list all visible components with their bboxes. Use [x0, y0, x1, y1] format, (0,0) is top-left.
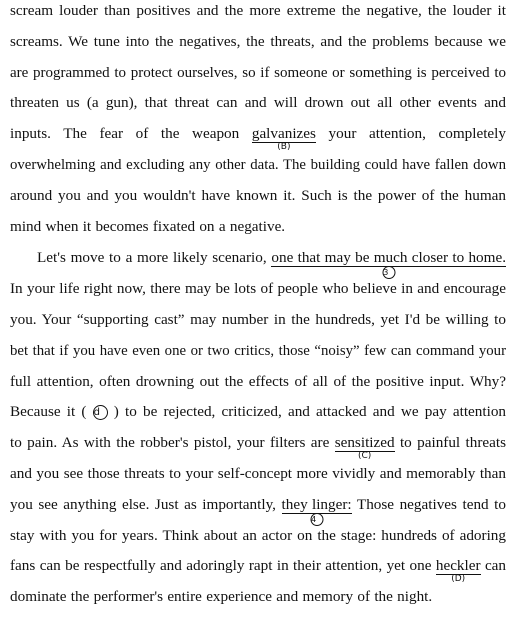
text-line	[10, 587, 506, 618]
text: around you and you wouldn't have known it. Such is the power of the human	[10, 186, 506, 204]
text-line	[10, 433, 506, 464]
underlined-word-b	[251, 125, 316, 153]
text: Those negatives tend to	[356, 495, 506, 513]
text: are programmed to protect ourselves, so if someone or something is perceived to	[10, 64, 506, 81]
text-line	[10, 124, 506, 155]
text-line	[10, 526, 506, 557]
text: stay with you for years. Think about an actor on the stage: hundreds of adoring	[10, 526, 506, 544]
text-line	[10, 402, 506, 433]
text-line	[10, 310, 506, 341]
text-line	[10, 155, 506, 186]
text: dominate the performer's entire experience and memory of the night.	[10, 588, 433, 606]
underlined-text: galvanizes	[251, 125, 316, 143]
underlined-word-c	[334, 434, 395, 462]
marker-3: 3	[382, 266, 395, 279]
text-line	[10, 495, 506, 526]
text: threaten us (a gun), that threat can and will drown out all other events and	[10, 94, 506, 112]
text: inputs. The fear of the weapon	[10, 125, 240, 143]
text: mind when it becomes fixated on a negative.	[10, 217, 286, 235]
text: your attention, completely	[328, 125, 506, 143]
text-line	[10, 32, 506, 63]
text-line	[10, 217, 506, 248]
marker-c: (C)	[357, 451, 372, 462]
marker-b: (B)	[277, 142, 291, 153]
text: you see anything else. Just as importantly,	[10, 495, 276, 513]
text-line	[10, 556, 506, 587]
text-line	[10, 279, 506, 310]
text-line	[10, 1, 506, 32]
text: In your life right now, there may be lots of people who believe in and encourage	[10, 280, 506, 298]
text: overwhelming and excluding any other data. The building could have fallen down	[10, 156, 506, 173]
text: bet that if you have even one or two critics, those “noisy” few can command your	[10, 342, 506, 359]
text-line	[10, 93, 506, 124]
text: to painful threats	[399, 434, 507, 452]
passage	[10, 1, 506, 618]
text: scream louder than positives and the more extreme the negative, the louder it	[10, 2, 506, 19]
text-line	[10, 186, 506, 217]
text-line	[10, 63, 506, 94]
underlined-phrase-3	[271, 249, 506, 278]
text: fans can be respectfully and adoringly rapt in their attention, yet one	[10, 557, 432, 575]
text-line	[10, 248, 506, 279]
text: Let's move to a more likely scenario,	[37, 249, 267, 267]
underlined-text: sensitized	[334, 434, 395, 452]
text: ) to be rejected, criticized, and attacked and we pay attention	[113, 403, 507, 421]
text: full attention, often drowning out the effects of all of the positive input. Why?	[10, 372, 506, 390]
underlined-text: one that may be much closer to home.	[271, 249, 506, 267]
marker-4: 4	[310, 513, 323, 526]
text: Because it (	[10, 403, 87, 421]
underlined-text: they linger:	[281, 495, 352, 513]
underlined-word-d	[435, 557, 481, 585]
marker-d: (D)	[451, 574, 466, 585]
text-line	[10, 372, 506, 403]
text: can	[484, 557, 507, 575]
answer-blank-d	[93, 402, 108, 422]
text: and you see those threats to your self-concept more vividly and memorably than	[10, 464, 506, 482]
text-line	[10, 341, 506, 372]
text-line	[10, 464, 506, 495]
underlined-phrase-4	[281, 495, 352, 524]
underlined-text: heckler	[435, 557, 481, 575]
text: to pain. As with the robber's pistol, your filters are	[10, 434, 330, 452]
blank-marker: d	[93, 405, 108, 420]
text: you. Your “supporting cast” may number in the hundreds, yet I'd be willing to	[10, 310, 506, 328]
text: screams. We tune into the negatives, the threats, and the problems because we	[10, 32, 506, 50]
